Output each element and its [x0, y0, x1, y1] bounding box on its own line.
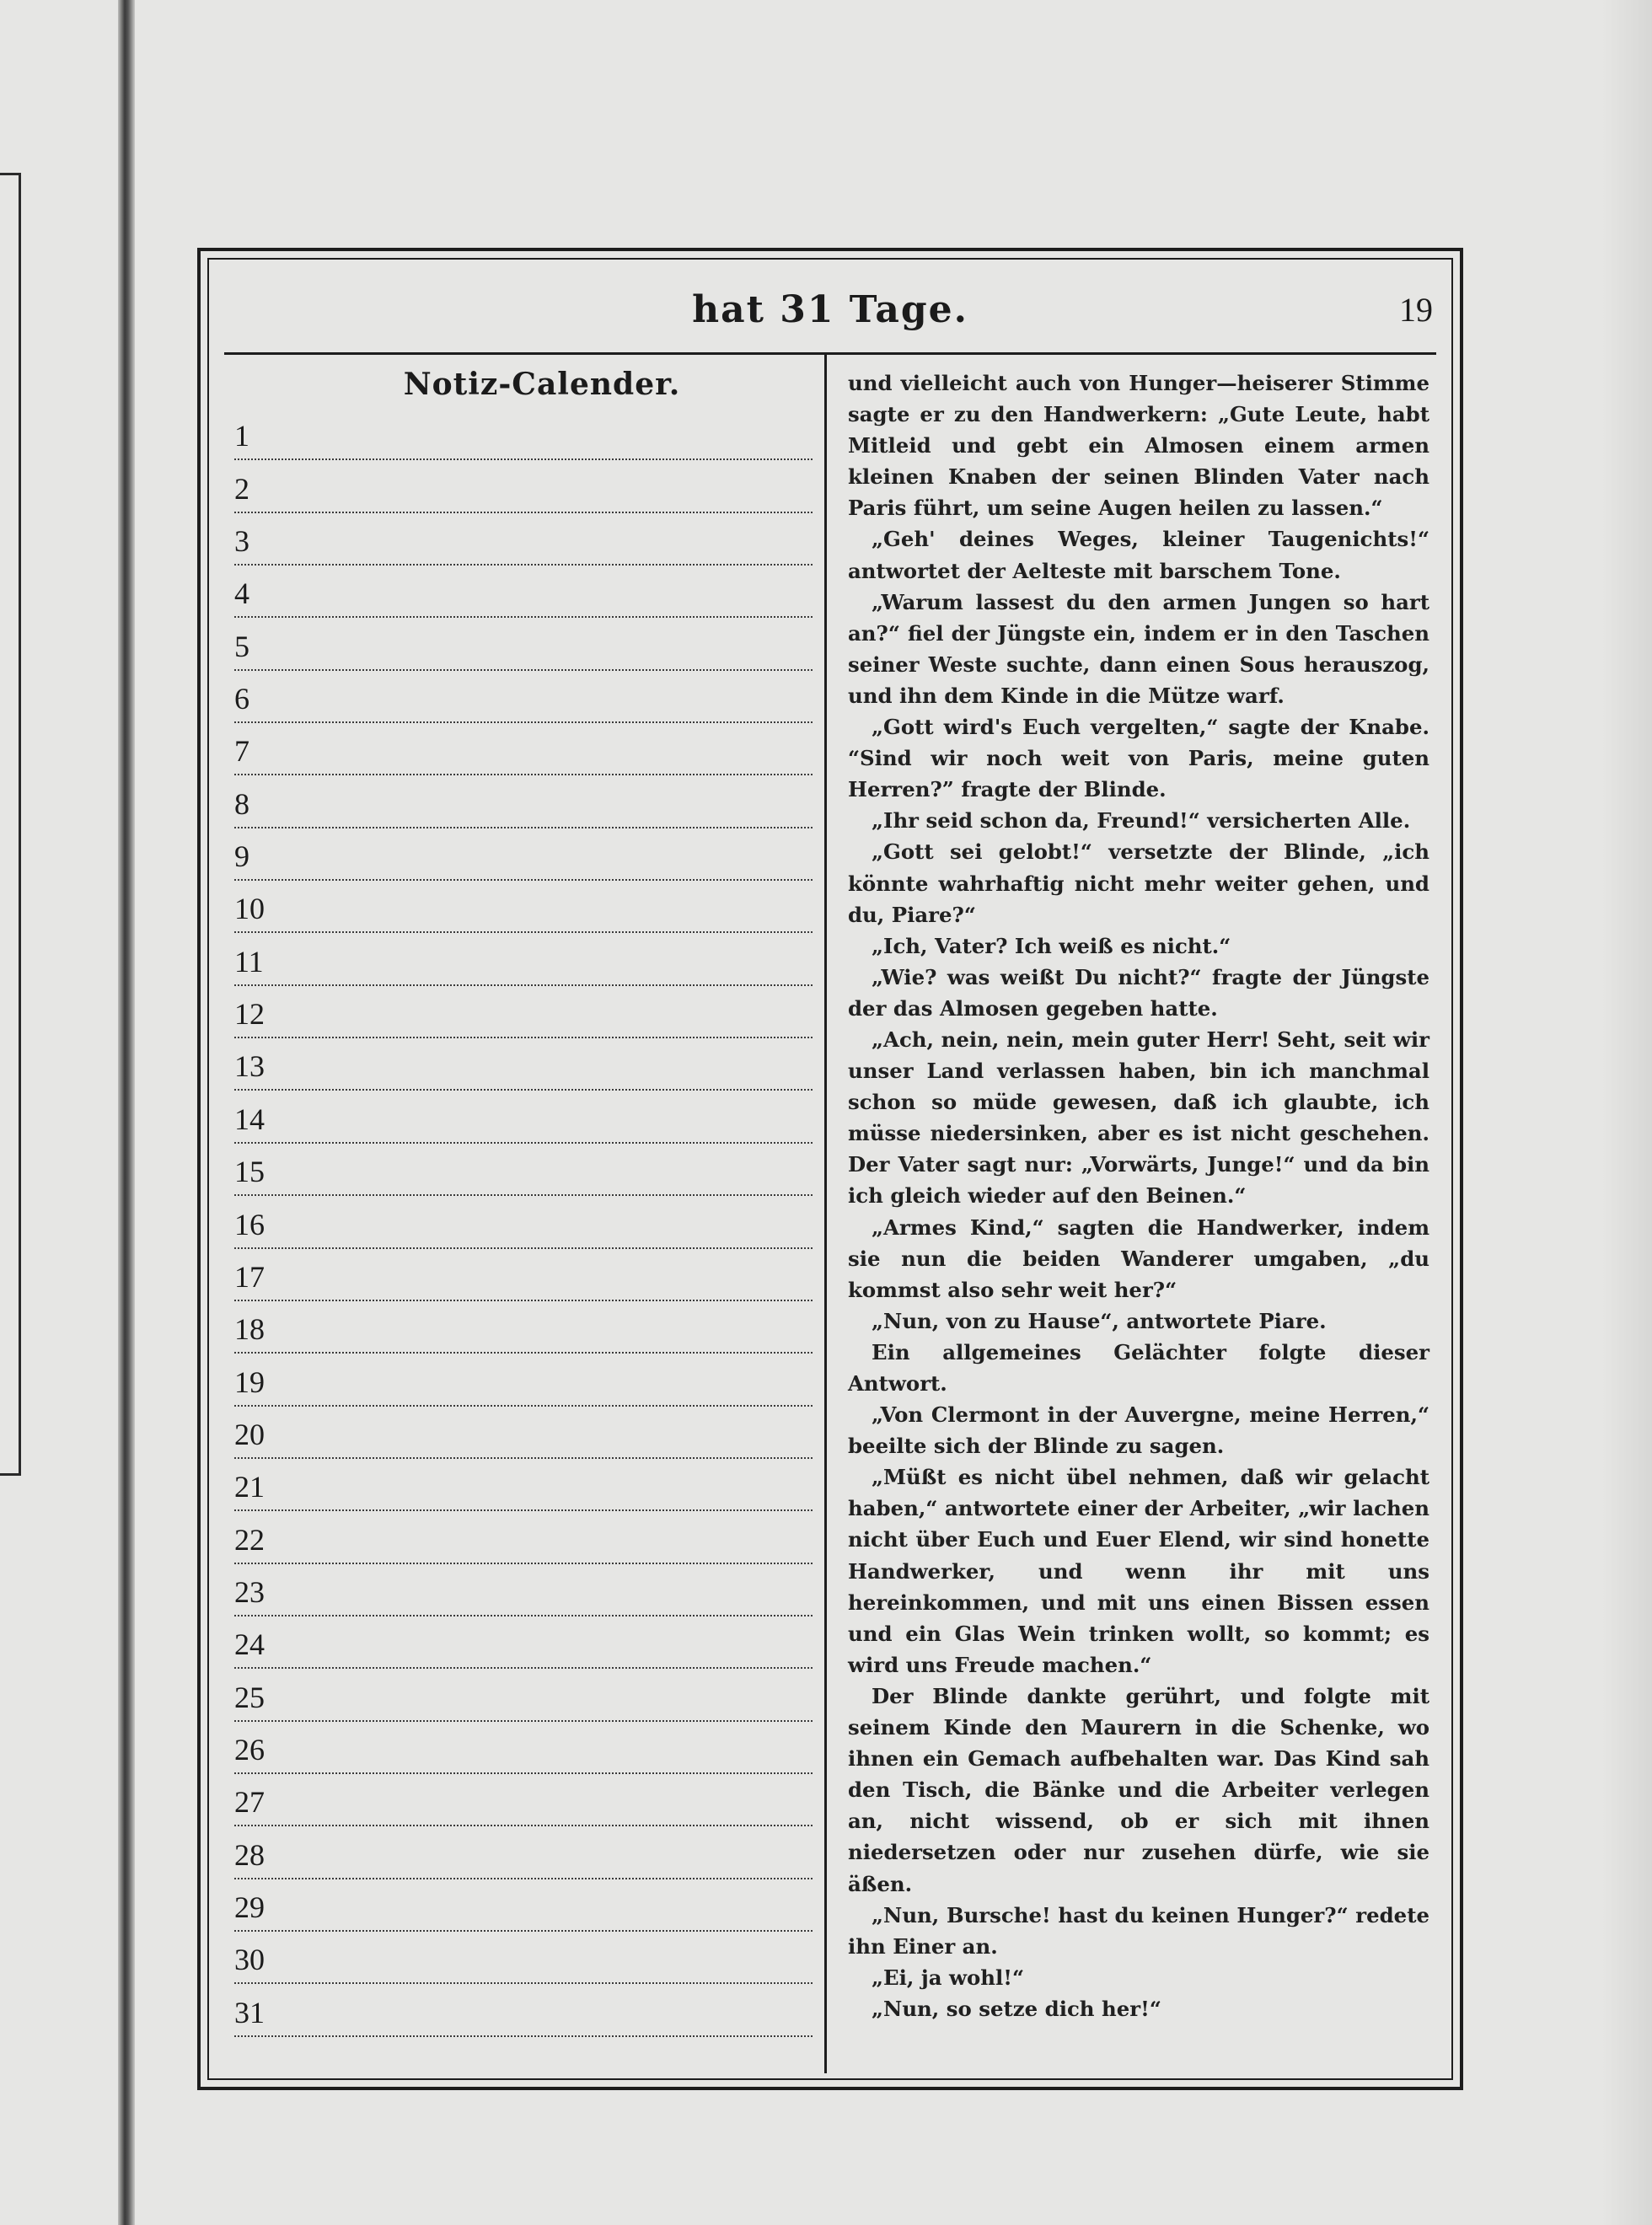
calendar-day-row: [234, 1984, 813, 2036]
day-number: 14: [234, 1102, 265, 1136]
story-paragraph: „Geh' deines Weges, kleiner Taugenichts!“ antwortet der Aelteste mit barschem Tone.: [848, 527, 1429, 583]
day-number: 27: [234, 1785, 265, 1820]
page-number: 19: [1399, 291, 1433, 329]
story-paragraph: „Ei, ja wohl!“: [872, 1965, 1024, 1990]
calendar-day-row: [234, 566, 813, 618]
day-number: 25: [234, 1680, 265, 1714]
calendar-day-row: [234, 460, 813, 512]
day-number: 2: [234, 471, 249, 506]
day-number: 8: [234, 786, 249, 821]
calendar-day-row: [234, 933, 813, 985]
day-number: 13: [234, 1049, 265, 1084]
calendar-day-row: [234, 881, 813, 933]
day-number: 1: [234, 419, 249, 453]
day-number: 4: [234, 576, 249, 611]
calendar-day-row: [234, 1511, 813, 1563]
calendar-day-row: [234, 1564, 813, 1616]
story-paragraph: „Ach, nein, nein, mein guter Herr! Seht, seit wir unser Land verlassen haben, bin ich manchmal schon so müde gewesen, daß ich glaubte, ich müsse niedersinken, aber es ist nicht geschehen. Der Vater sagt nur: „Vorwärts, Junge!“ und da bin ich gleich wieder auf den Beinen.“: [848, 1027, 1429, 1209]
day-number: 11: [234, 944, 264, 978]
story-paragraph: Der Blinde dankte gerührt, und folgte mit seinem Kinde den Maurern in die Schenke, wo ihnen ein Gemach aufbehalten war. Das Kind sah den Tisch, die Bänke und die Arbeiter verlegen an, nicht wissend, ob er sich mit ihnen niedersetzen oder nur zusehen dürfe, wie sie äßen.: [848, 1683, 1429, 1896]
header-rule: [224, 352, 1436, 355]
calendar-day-row: [234, 1722, 813, 1774]
day-number: 9: [234, 839, 249, 874]
story-paragraph: „Müßt es nicht übel nehmen, daß wir gelacht haben,“ antwortete einer der Arbeiter, „wir lachen nicht über Euch und Euer Elend, wir sind honette Handwerker, und wenn ihr mit uns hereinkommen, und mit uns einen Bissen essen und ein Glas Wein trinken wollt, so kommt; es wird uns Freude machen.“: [848, 1465, 1429, 1677]
day-number: 15: [234, 1155, 265, 1189]
calendar-day-row: [234, 1459, 813, 1511]
story-text: [848, 367, 1429, 2024]
day-number: 6: [234, 682, 249, 716]
story-paragraph: „Gott sei gelobt!“ versetzte der Blinde, „ich könnte wahrhaftig nicht mehr weiter gehen, und du, Piare?“: [848, 839, 1429, 927]
story-paragraph: „Ihr seid schon da, Freund!“ versicherten Alle.: [872, 808, 1411, 834]
calendar-day-row: [234, 1879, 813, 1932]
story-paragraph: „Gott wird's Euch vergelten,“ sagte der Knabe. “Sind wir noch weit von Paris, meine guten Herren?” fragte der Blinde.: [848, 715, 1429, 802]
calendar-day-row: [234, 1826, 813, 1879]
story-paragraph: Ein allgemeines Gelächter folgte dieser Antwort.: [848, 1339, 1429, 1396]
day-number: 28: [234, 1837, 265, 1872]
story-paragraph: „Nun, Bursche! hast du keinen Hunger?“ redete ihn Einer an.: [848, 1902, 1429, 1959]
day-number: 31: [234, 1995, 265, 2029]
story-paragraph: und vielleicht auch von Hunger—heiserer Stimme sagte er zu den Handwerkern: „Gute Leute, habt Mitleid und gebt ein Almosen einem armen kleinen Knaben der seinen Blinden Vater nach Paris führt, um seine Augen heilen zu lassen.“: [848, 371, 1429, 521]
calendar-day-row: [234, 1144, 813, 1196]
calendar-day-row: [234, 1932, 813, 1984]
notes-calendar: [201, 361, 824, 2037]
day-number: 23: [234, 1574, 265, 1609]
facing-page-edge: [0, 173, 21, 1476]
story-paragraph: „Nun, von zu Hause“, antwortete Piare.: [872, 1308, 1327, 1333]
day-number: 12: [234, 997, 265, 1032]
page-edge-shadow: [1601, 0, 1652, 2225]
calendar-day-row: [234, 986, 813, 1038]
calendar-day-row: [234, 1301, 813, 1354]
calendar-day-row: [234, 1091, 813, 1143]
calendar-day-row: [234, 1616, 813, 1669]
day-number: 7: [234, 734, 249, 769]
calendar-day-row: [234, 1354, 813, 1406]
story-paragraph: „Armes Kind,“ sagten die Handwerker, indem sie nun die beiden Wanderer umgaben, „du kommst also sehr weit her?“: [848, 1214, 1429, 1302]
book-binding: [118, 0, 135, 2225]
calendar-day-row: [234, 618, 813, 670]
day-number: 19: [234, 1364, 265, 1399]
calendar-day-row: [234, 723, 813, 775]
page-frame: [197, 248, 1463, 2090]
column-divider: [824, 354, 827, 2073]
story-paragraph: „Nun, so setze dich her!“: [872, 1996, 1161, 2021]
story-paragraph: „Wie? was weißt Du nicht?“ fragte der Jüngste der das Almosen gegeben hatte.: [848, 964, 1429, 1021]
day-number: 22: [234, 1522, 265, 1557]
calendar-day-row: [234, 408, 813, 460]
day-number: 3: [234, 524, 249, 559]
calendar-day-row: [234, 1669, 813, 1721]
page-title: hat 31 Tage.: [692, 288, 968, 331]
calendar-day-row: [234, 671, 813, 723]
story-paragraph: „Warum lassest du den armen Jungen so hart an?“ fiel der Jüngste ein, indem er in den Taschen seiner Weste suchte, dann einen Sous herauszog, und ihn dem Kinde in die Mütze warf.: [848, 589, 1429, 708]
calendar-day-row: [234, 828, 813, 881]
calendar-heading: Notiz-Calender.: [403, 367, 681, 402]
day-number: 24: [234, 1627, 265, 1662]
calendar-day-row: [234, 1249, 813, 1301]
calendar-day-row: [234, 775, 813, 828]
story-paragraph: „Ich, Vater? Ich weiß es nicht.“: [872, 933, 1231, 958]
day-number: 16: [234, 1207, 265, 1241]
calendar-day-row: [234, 1407, 813, 1459]
calendar-day-list: [201, 408, 824, 2037]
day-number: 30: [234, 1943, 265, 1977]
calendar-day-row: [234, 513, 813, 566]
day-number: 5: [234, 629, 249, 663]
story-paragraph: „Von Clermont in der Auvergne, meine Herren,“ beeilte sich der Blinde zu sagen.: [848, 1402, 1429, 1459]
day-number: 20: [234, 1417, 265, 1451]
day-number: 26: [234, 1732, 265, 1767]
day-number: 18: [234, 1312, 265, 1347]
day-number: 29: [234, 1890, 265, 1924]
day-number: 17: [234, 1259, 265, 1294]
calendar-day-row: [234, 1038, 813, 1091]
day-number: 10: [234, 892, 265, 926]
calendar-day-row: [234, 1196, 813, 1248]
day-number: 21: [234, 1470, 265, 1504]
calendar-day-row: [234, 1774, 813, 1826]
